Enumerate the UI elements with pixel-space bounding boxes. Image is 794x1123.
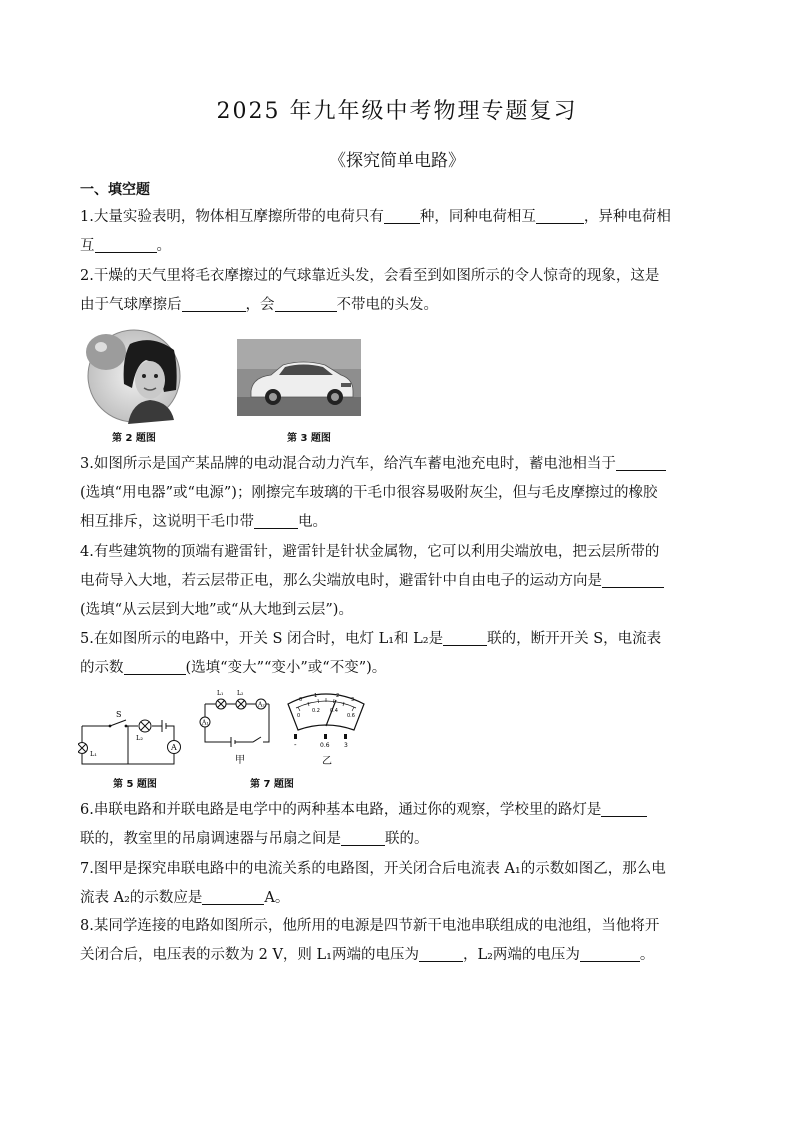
svg-text:2: 2 — [336, 693, 340, 699]
figure-5-caption: 第 5 题图 — [113, 779, 157, 790]
lamp-l2-icon — [139, 720, 151, 732]
figure-5-circuit — [78, 706, 184, 766]
page-subtitle: 《探究简单电路》 — [329, 151, 465, 171]
lamp-l2-icon — [236, 699, 246, 709]
ammeter-icon — [168, 741, 181, 754]
figure-2-caption: 第 2 题图 — [112, 433, 156, 444]
question-1: 1.大量实验表明，物体相互摩擦所带的电荷只有 种，同种电荷相互 ，异种电荷相 互 。 — [80, 203, 720, 261]
answer-blank[interactable] — [341, 827, 385, 846]
answer-blank[interactable] — [275, 293, 337, 312]
svg-text:A: A — [171, 743, 177, 752]
figure-2-balloon-girl — [82, 328, 186, 424]
answer-blank[interactable] — [95, 234, 157, 253]
svg-text:A₁: A₁ — [202, 719, 209, 727]
figure-7-circuit-jia — [197, 690, 281, 766]
figure-7-caption: 第 7 题图 — [250, 779, 294, 790]
answer-blank[interactable] — [182, 293, 246, 312]
svg-text:3: 3 — [351, 697, 355, 703]
question-4: 4.有些建筑物的顶端有避雷针，避雷针是针状金属物，它可以利用尖端放电，把云层所带的 电荷导入大地，若云层带正电，那么尖端放电时，避雷针中自由电子的运动方向是 (选填“从云层到大地”或“从大地到云层”)。 — [80, 538, 720, 625]
ammeter-a2-icon — [256, 699, 266, 709]
question-8: 8.某同学连接的电路如图所示，他所用的电源是四节新干电池串联组成的电池组，当他将开 关闭合后，电压表的示数为 2 V，则 L₁两端的电压为 ，L₂两端的电压为 。 — [80, 918, 660, 963]
lamp-l1-icon — [78, 743, 88, 754]
svg-text:-: - — [294, 741, 297, 749]
svg-text:乙: 乙 — [322, 756, 332, 767]
answer-blank[interactable] — [443, 627, 487, 646]
question-6: 6.串联电路和并联电路是电学中的两种基本电路，通过你的观察，学校里的路灯是 联的，教室里的吊扇调速器与吊扇之间是 联的。 — [80, 796, 720, 854]
svg-text:0.6: 0.6 — [347, 713, 355, 719]
answer-blank[interactable] — [254, 510, 298, 529]
svg-text:甲: 甲 — [235, 755, 245, 766]
svg-text:0.6: 0.6 — [320, 742, 330, 749]
svg-text:S: S — [116, 710, 122, 719]
question-2: 2.干燥的天气里将毛衣摩擦过的气球靠近头发，会看至到如图所示的令人惊奇的现象，这是 由于气球摩擦后 ，会 不带电的头发。 — [80, 268, 660, 313]
svg-text:0: 0 — [299, 697, 303, 703]
figure-3-car — [237, 339, 361, 416]
answer-blank[interactable] — [616, 452, 666, 471]
answer-blank[interactable] — [580, 943, 640, 962]
question-3: 3.如图所示是国产某品牌的电动混合动力汽车，给汽车蓄电池充电时，蓄电池相当于 (选填“用电器”或“电源”)；刚擦完车玻璃的干毛巾很容易吸附灰尘，但与毛皮摩擦过的橡胶 相互排斥，这说明干毛巾带 电。 — [80, 450, 720, 537]
svg-text:L₂: L₂ — [237, 690, 244, 697]
answer-blank[interactable] — [419, 943, 463, 962]
svg-text:A₂: A₂ — [258, 701, 265, 709]
answer-blank[interactable] — [384, 205, 420, 224]
question-7: 7.图甲是探究串联电路中的电流关系的电路图，开关闭合后电流表 A₁的示数如图乙，那么电 流表 A₂的示数应是 A。 — [80, 861, 666, 906]
svg-text:3: 3 — [344, 742, 348, 749]
ammeter-a1-icon — [200, 717, 210, 727]
lamp-l1-icon — [216, 699, 226, 709]
answer-blank[interactable] — [124, 656, 186, 675]
answer-blank[interactable] — [202, 886, 264, 905]
svg-text:L₁: L₁ — [217, 690, 224, 697]
svg-text:L₂: L₂ — [136, 734, 143, 742]
svg-text:0: 0 — [297, 713, 301, 719]
svg-text:L₁: L₁ — [90, 750, 97, 758]
svg-text:0.4: 0.4 — [330, 708, 338, 714]
answer-blank[interactable] — [536, 205, 584, 224]
figure-3-caption: 第 3 题图 — [287, 433, 331, 444]
answer-blank[interactable] — [602, 569, 664, 588]
answer-blank[interactable] — [601, 798, 647, 817]
question-5: 5.在如图所示的电路中，开关 S 闭合时，电灯 L₁和 L₂是 联的，断开开关 S，电流表 的示数 (选填“变大”“变小”或“不变”)。 — [80, 625, 720, 683]
figure-7-ammeter-yi — [284, 690, 368, 768]
svg-text:0.2: 0.2 — [312, 708, 320, 714]
page-title: 2025 年九年级中考物理专题复习 — [216, 99, 578, 124]
svg-text:1: 1 — [314, 693, 318, 699]
section-heading: 一、填空题 — [80, 182, 150, 198]
